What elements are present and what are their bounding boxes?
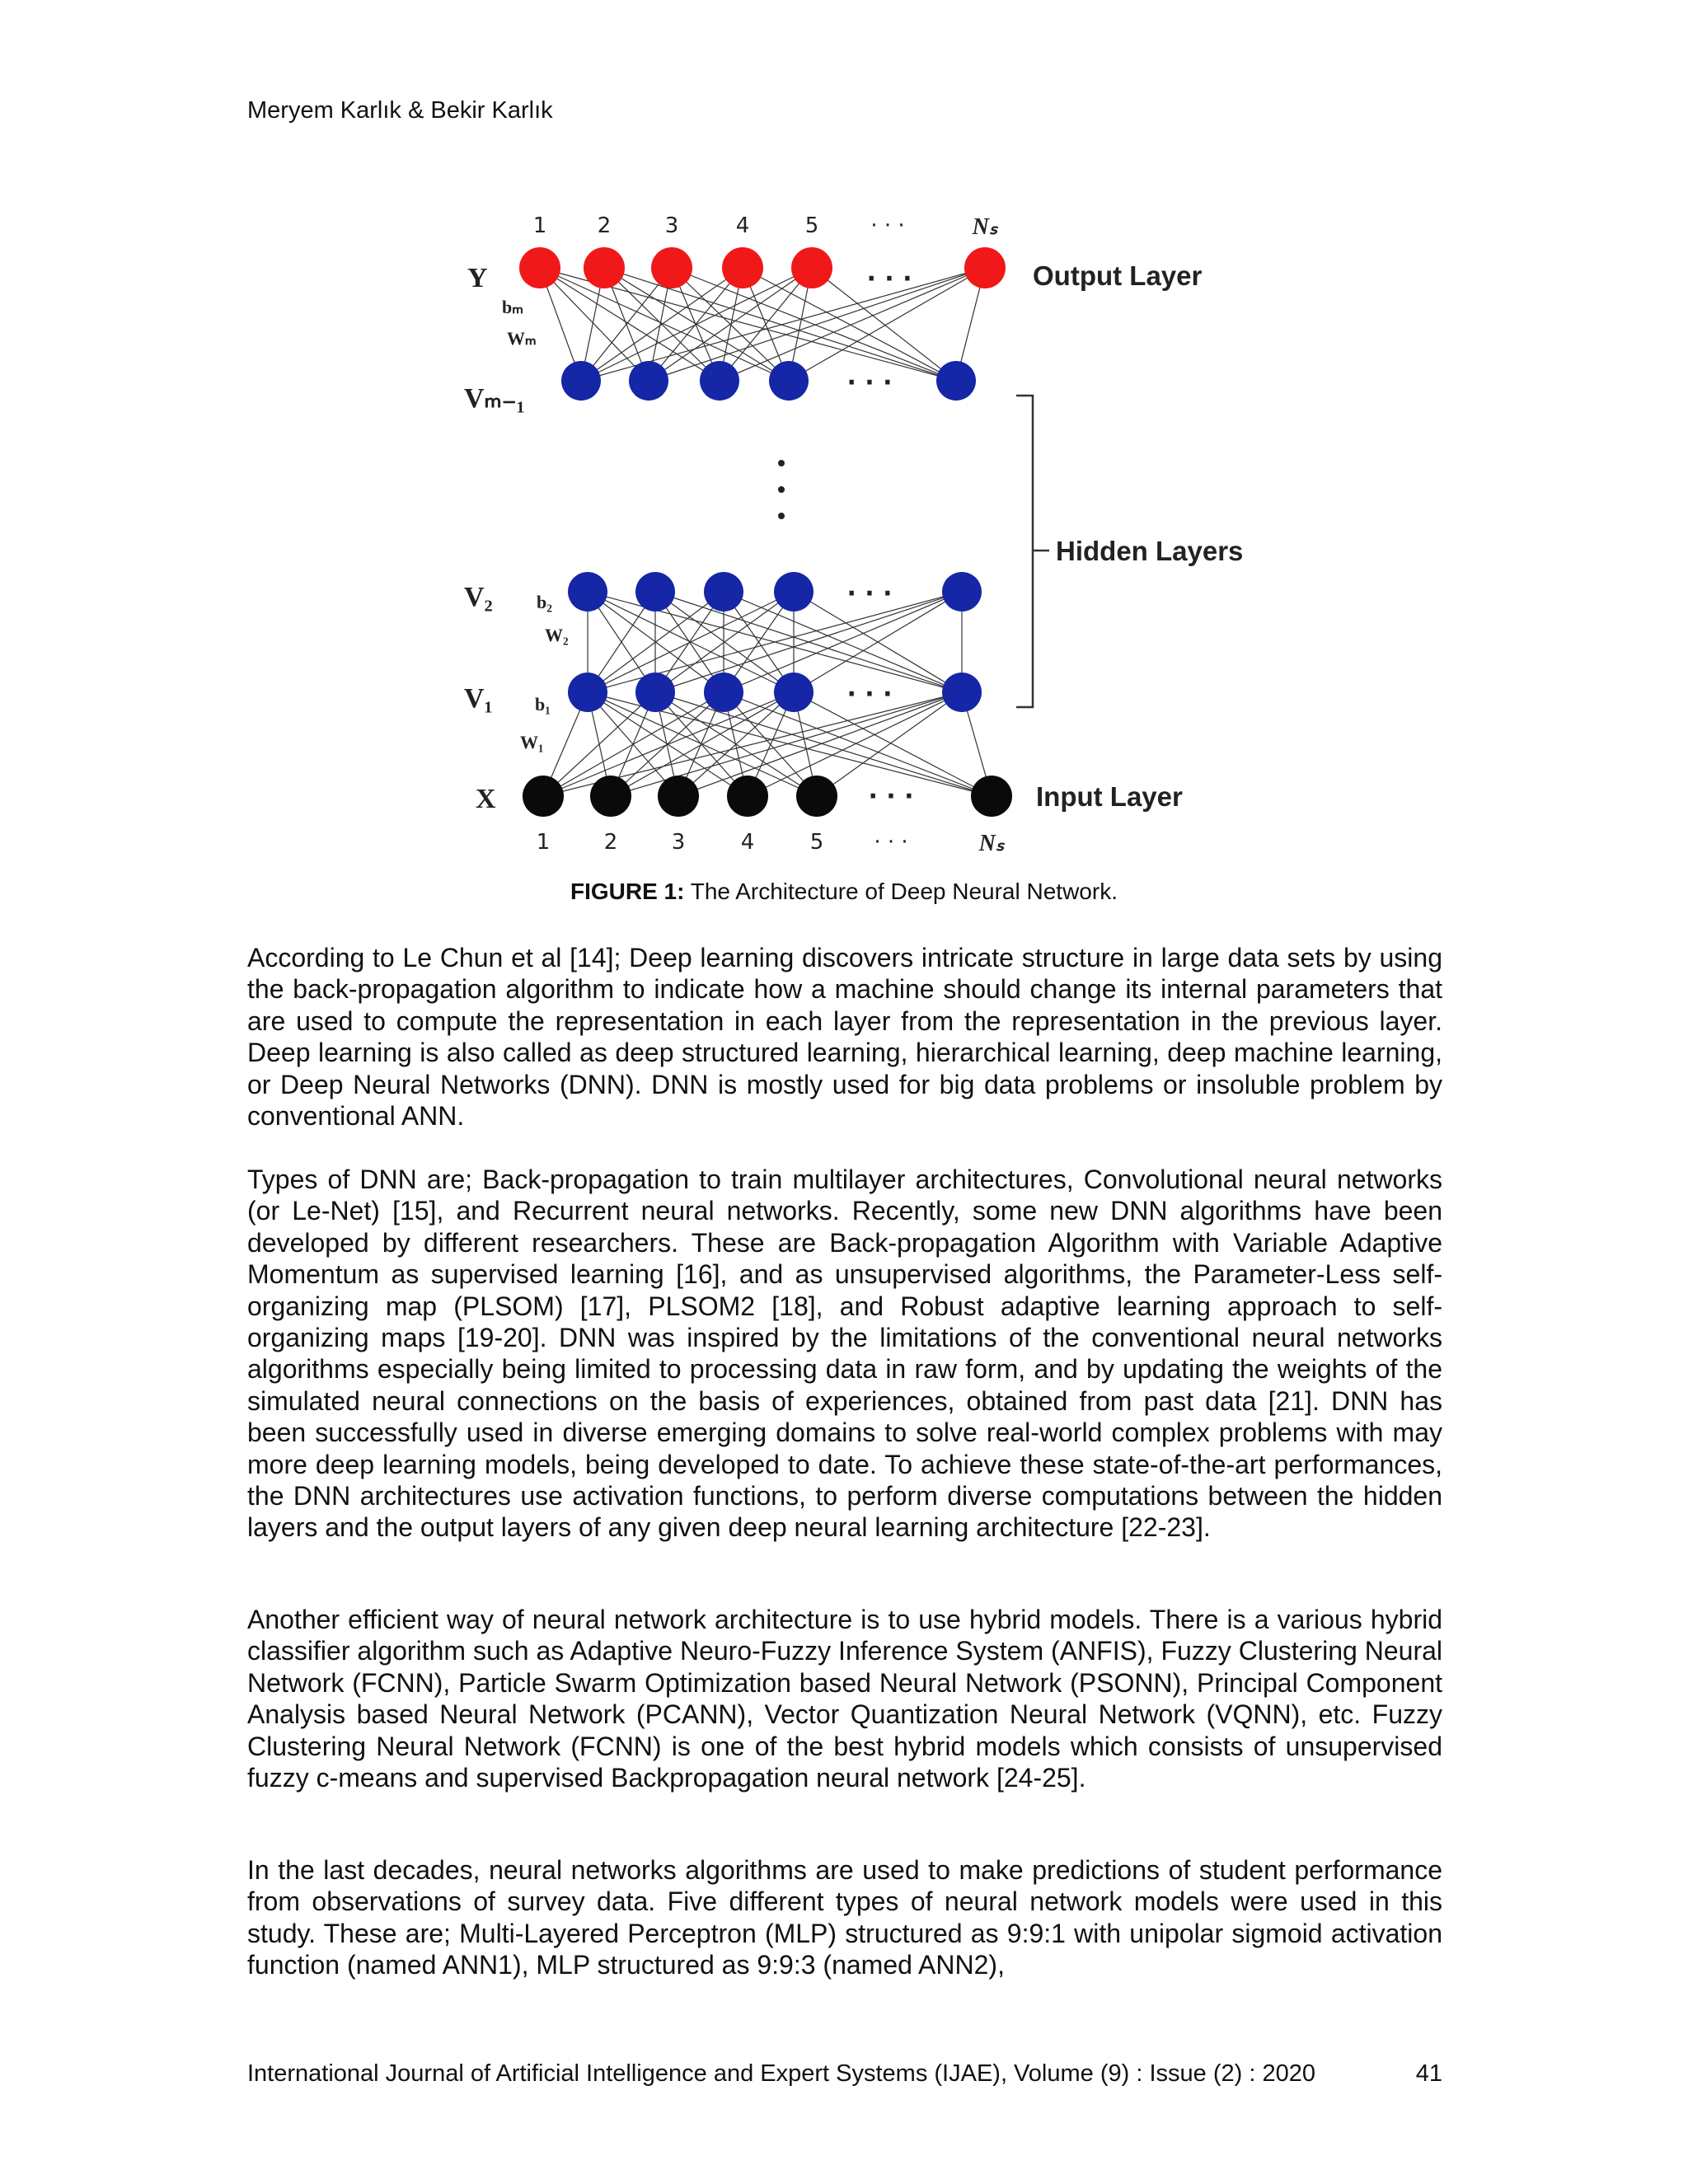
vm1-neuron <box>700 361 739 401</box>
v2-neuron <box>635 572 675 612</box>
v1-neuron <box>942 673 982 712</box>
bottom-index-4: 4 <box>740 830 755 855</box>
output-neuron <box>964 247 1006 288</box>
symbol-w1: W₁ <box>520 732 544 752</box>
bottom-index-ns: Nₛ <box>978 831 1005 856</box>
vertical-dot <box>778 513 785 519</box>
v1-neuron <box>635 673 675 712</box>
vertical-dot <box>778 460 785 466</box>
top-index-3: 3 <box>664 213 679 238</box>
top-index-ellipsis: · · · <box>870 213 905 238</box>
symbol-b1: b₁ <box>535 694 551 715</box>
running-header: Meryem Karlık & Bekir Karlık <box>247 97 553 124</box>
input-row-ellipsis: · · · <box>868 782 914 811</box>
output-neuron <box>722 247 763 288</box>
footer-journal: International Journal of Artificial Intelligence and Expert Systems (IJAE), Volume (9) : Issue (2) : 2020 <box>247 2060 1315 2087</box>
symbol-y: Y <box>467 263 488 293</box>
v1-neuron <box>704 673 743 712</box>
vm1-neuron <box>629 361 668 401</box>
page-footer <box>247 2060 1442 2088</box>
paragraph-4: In the last decades, neural networks algorithms are used to make predictions of student performance from observations of survey data. Five different types of neural network models were used in this study. These are; Multi-Layered Perceptron (MLP) structured as 9:9:1 with unipolar sigmoid activation function (named ANN1), MLP structured as 9:9:3 (named ANN2), <box>247 1855 1442 1980</box>
bottom-index-3: 3 <box>671 830 686 855</box>
paragraph-2: Types of DNN are; Back-propagation to train multilayer architectures, Convolutional neural networks (or Le-Net) [15], and Recurrent neural networks. Recently, some new DNN algorithms have been developed by different researchers. These are Back-propagation Algorithm with Variable Adaptive Momentum as supervised learning [16], and as unsupervised algorithms, the Parameter-Less self-organizing map (PLSOM) [17], PLSOM2 [18], and Robust adaptive learning approach to self-organizing maps [19-20]. DNN was inspired by the limitations of the conventional neural networks algorithms especially being limited to processing data in raw form, and by updating the weights of the simulated neural connections on the basis of experiences, obtained from past data [21]. DNN has been successfully used in diverse emerging domains to solve real-world complex problems with may more deep learning models, being developed to date. To achieve these state-of-the-art performances, the DNN architectures use activation functions, to perform diverse computations between the hidden layers and the output layers of any given deep neural learning architecture [22-23]. <box>247 1165 1442 1543</box>
vm1-row-ellipsis: · · · <box>846 368 893 397</box>
bottom-index-5: 5 <box>809 830 824 855</box>
top-index-1: 1 <box>532 213 547 238</box>
caption-text: The Architecture of Deep Neural Network. <box>684 879 1118 904</box>
v1-neuron <box>568 673 607 712</box>
vm1-neuron <box>769 361 809 401</box>
figure-caption <box>0 879 1688 905</box>
symbol-w2: W₂ <box>545 625 569 645</box>
top-index-4: 4 <box>735 213 750 238</box>
vm1-neuron <box>561 361 601 401</box>
output-neuron <box>791 247 832 288</box>
input-neuron <box>523 776 564 817</box>
v2-row-ellipsis: · · · <box>846 579 893 608</box>
symbol-b2: b₂ <box>537 592 552 612</box>
symbol-v2: V₂ <box>464 582 493 612</box>
v1-row-ellipsis: · · · <box>846 680 893 709</box>
top-index-2: 2 <box>597 213 612 238</box>
input-neuron <box>658 776 699 817</box>
output-neuron <box>519 247 560 288</box>
top-index-5: 5 <box>804 213 819 238</box>
v2-neuron <box>704 572 743 612</box>
bottom-index-1: 1 <box>536 830 551 855</box>
vm1-neuron <box>936 361 976 401</box>
input-neuron <box>796 776 837 817</box>
top-index-ns: Nₛ <box>972 214 998 240</box>
symbol-x: X <box>476 784 496 814</box>
v2-neuron <box>942 572 982 612</box>
footer-page-number: 41 <box>1415 2060 1442 2087</box>
input-layer-label: Input Layer <box>1036 781 1183 812</box>
output-neuron <box>584 247 625 288</box>
paragraph-3: Another efficient way of neural network architecture is to use hybrid models. There is a various hybrid classifier algorithm such as Adaptive Neuro-Fuzzy Inference System (ANFIS), Fuzzy Clustering Neural Network (FCNN), Particle Swarm Optimization based Neural Network (PSONN), Principal Component Analysis based Neural Network (PCANN), Vector Quantization Neural Network (VQNN), etc. Fuzzy Clustering Neural Network (FCNN) is one of the best hybrid models which consists of unsupervised fuzzy c-means and supervised Backpropagation neural network [24-25]. <box>247 1605 1442 1793</box>
v1-neuron <box>774 673 814 712</box>
symbol-wm: Wₘ <box>507 328 537 349</box>
v2-neuron <box>774 572 814 612</box>
input-neuron <box>590 776 631 817</box>
output-row-ellipsis: · · · <box>866 265 912 293</box>
paragraph-1: According to Le Chun et al [14]; Deep learning discovers intricate structure in large data sets by using the back-propagation algorithm to indicate how a machine should change its internal parameters that are used to compute the representation in each layer from the representation in the previous layer. Deep learning is also called as deep structured learning, hierarchical learning, deep machine learning, or Deep Neural Networks (DNN). DNN is mostly used for big data problems or insoluble problem by conventional ANN. <box>247 943 1442 1132</box>
figure-deep-neural-network <box>457 198 1249 857</box>
input-neuron <box>971 776 1012 817</box>
hidden-layers-label: Hidden Layers <box>1056 536 1244 566</box>
symbol-bm: bₘ <box>502 297 523 317</box>
input-neuron <box>727 776 768 817</box>
network-diagram <box>457 198 1249 857</box>
output-neuron <box>651 247 692 288</box>
vertical-dot <box>778 486 785 493</box>
bottom-index-2: 2 <box>603 830 618 855</box>
v2-neuron <box>568 572 607 612</box>
symbol-v1: V₁ <box>464 683 493 714</box>
output-layer-label: Output Layer <box>1033 260 1203 291</box>
caption-label: FIGURE 1: <box>570 879 685 904</box>
bottom-index-ellipsis: · · · <box>874 830 908 855</box>
symbol-vm1: Vₘ₋₁ <box>464 383 525 414</box>
